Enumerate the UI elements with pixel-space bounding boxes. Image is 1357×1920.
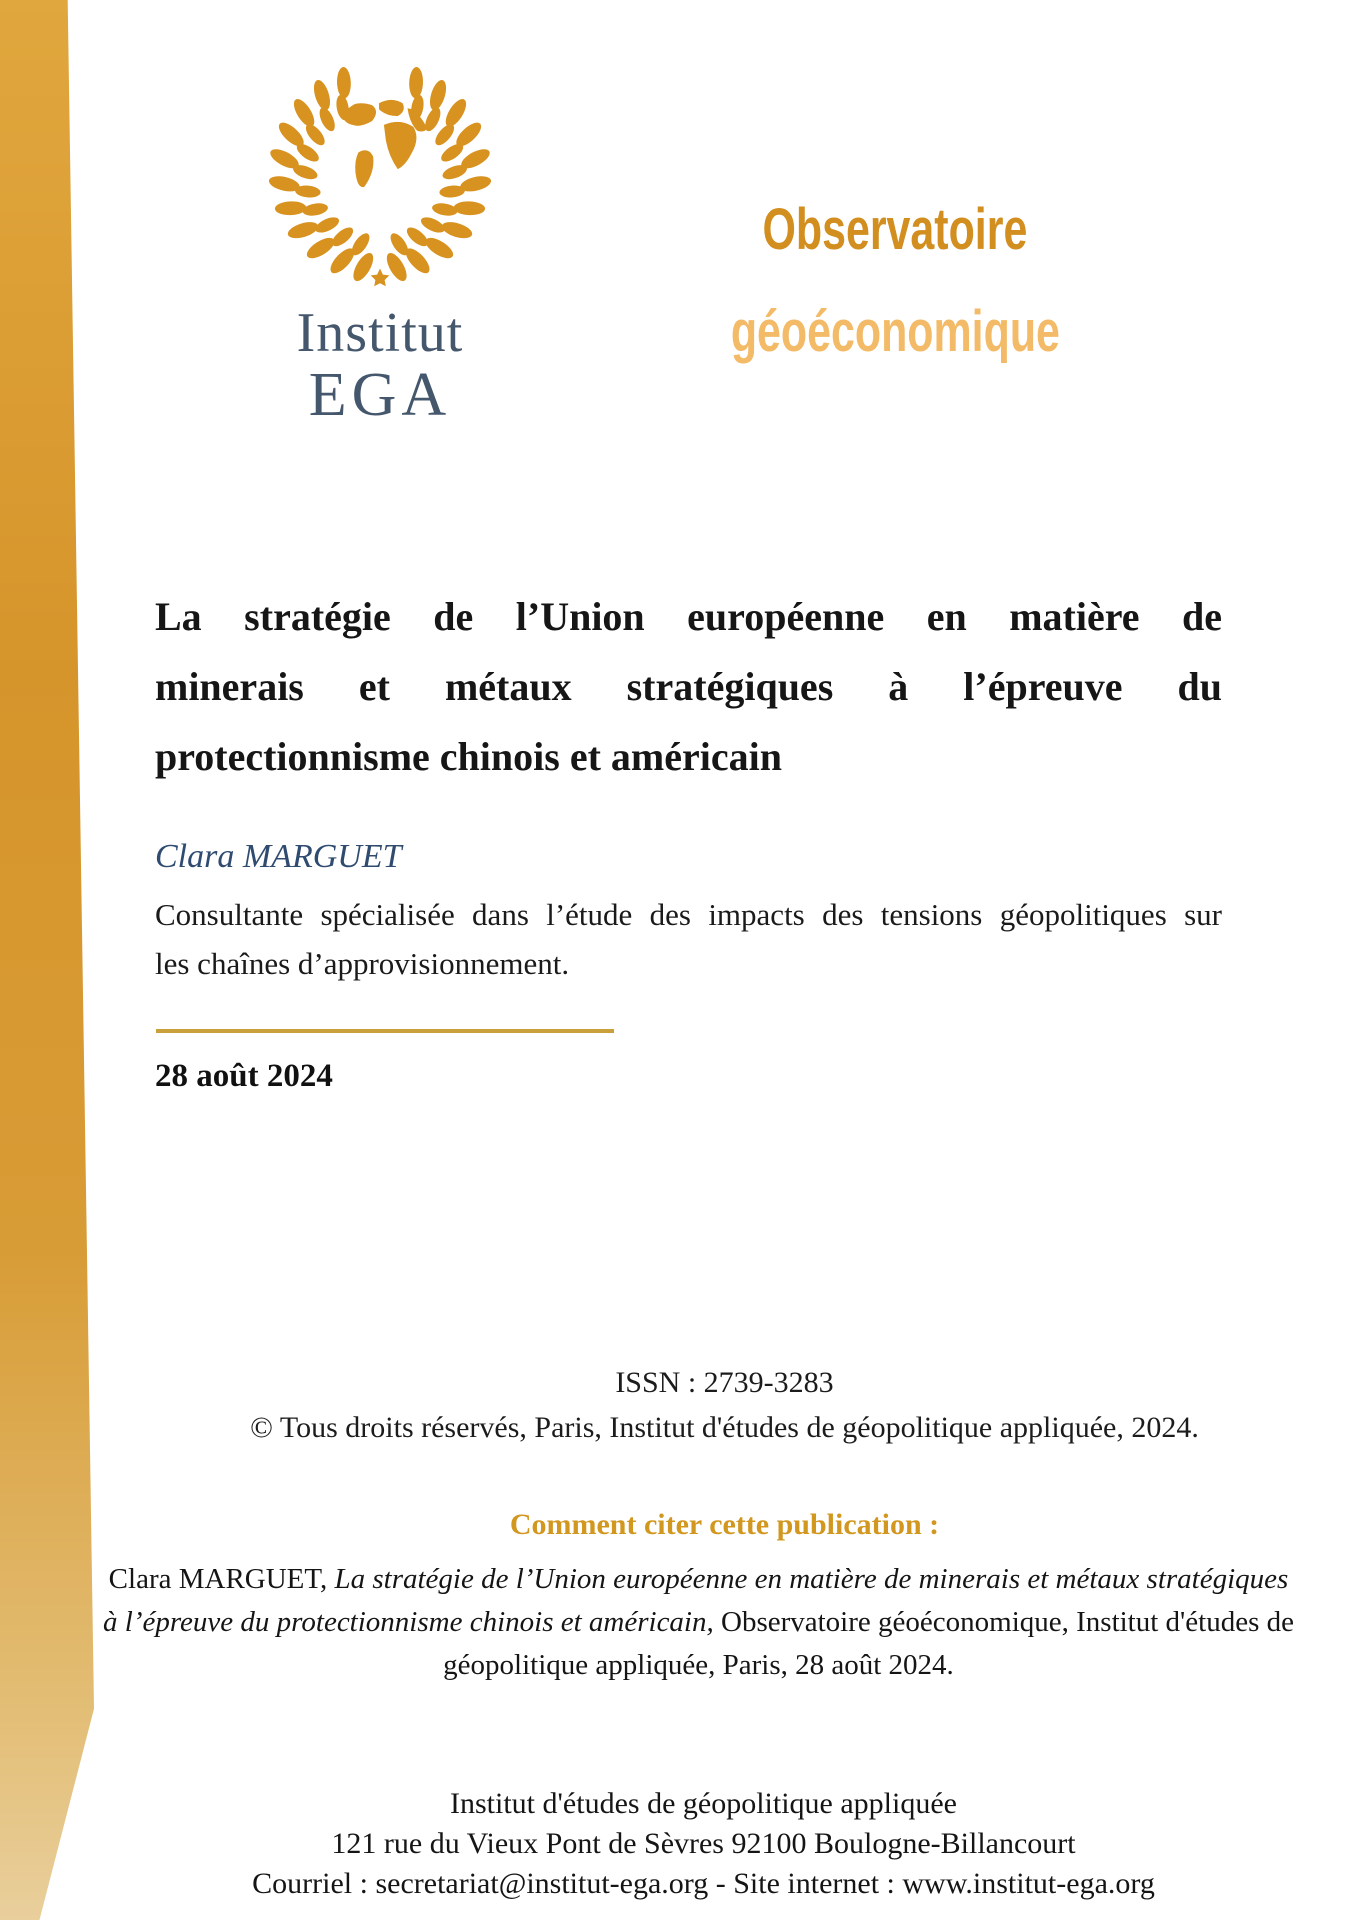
observatory-name-line2: géoéconomique	[730, 299, 1060, 364]
star-icon	[371, 269, 390, 287]
laurel-wreath-globe-icon	[262, 62, 498, 298]
footer-institute-name: Institut d'études de géopolitique appliquée	[450, 1787, 957, 1820]
citation-line-3: géopolitique appliquée, Paris, 28 août 2024.	[443, 1649, 954, 1681]
citation-title-part-1: La stratégie de l’Union européenne en matière de minerais et métaux stratégiques	[334, 1563, 1289, 1595]
footer-contact-block	[50, 1784, 1357, 1904]
author-bio	[155, 890, 1222, 988]
citation-line-1	[60, 1558, 1337, 1601]
issn-number: ISSN : 2739-3283	[615, 1366, 834, 1399]
title-line-3: protectionnisme chinois et américain	[155, 734, 782, 779]
institute-logo	[262, 62, 498, 428]
citation-title-part-2: à l’épreuve du protectionnisme chinois et américain,	[103, 1606, 714, 1638]
observatory-name-line1: Observatoire	[762, 197, 1028, 262]
citation-heading: Comment citer cette publication :	[509, 1508, 940, 1541]
citation-author: Clara MARGUET,	[108, 1563, 335, 1595]
title-line-1: La stratégie de l’Union européenne en matière de	[155, 594, 1222, 639]
citation-line-2	[60, 1601, 1337, 1644]
title-line-2: minerais et métaux stratégiques à l’épreuve du	[155, 664, 1222, 709]
author-bio-line-2: les chaînes d’approvisionnement.	[155, 946, 570, 981]
copyright-notice: © Tous droits réservés, Paris, Institut d'études de géopolitique appliquée, 2024.	[250, 1411, 1199, 1444]
footer-contact-line: Courriel : secretariat@institut-ega.org - Site internet : www.institut-ega.org	[252, 1867, 1155, 1900]
publication-date: 28 août 2024	[155, 1058, 333, 1094]
logo-text-institut: Institut	[296, 302, 464, 364]
logo-text-ega: EGA	[308, 360, 452, 429]
footer-address: 121 rue du Vieux Pont de Sèvres 92100 Boulogne-Billancourt	[331, 1827, 1076, 1860]
author-name: Clara MARGUET	[155, 838, 402, 875]
gold-divider-rule	[156, 1029, 614, 1033]
citation-publisher: Observatoire géoéconomique, Institut d'études de	[713, 1606, 1294, 1638]
publication-title	[155, 582, 1222, 792]
author-bio-line-1: Consultante spécialisée dans l’étude des impacts des tensions géopolitiques sur	[155, 897, 1222, 932]
citation-text	[60, 1558, 1337, 1687]
